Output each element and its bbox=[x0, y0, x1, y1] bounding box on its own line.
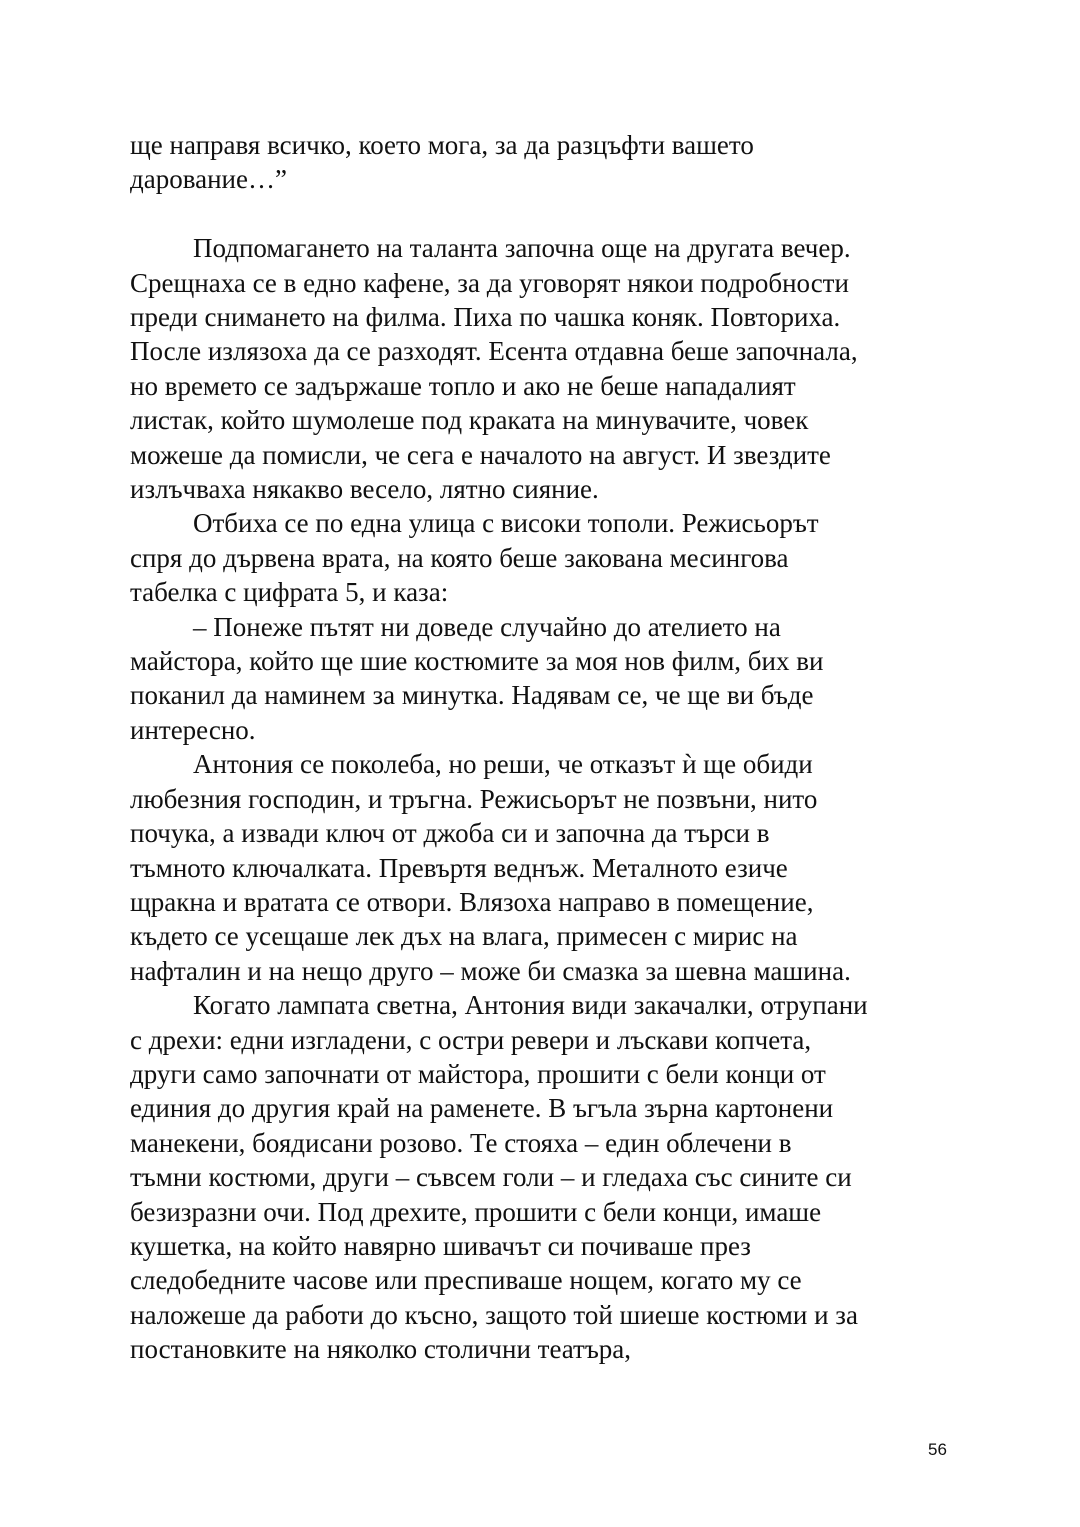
text-line: но времето се задържаше топло и ако не беше нападалият bbox=[130, 370, 796, 401]
text-line: други само започнати от майстора, прошити с бели конци от bbox=[130, 1058, 826, 1089]
paragraph-start: Отбиха се по една улица с високи тополи. Режисьорът bbox=[193, 508, 819, 539]
text-line: поканил да наминем за минутка. Надявам се, че ще ви бъде bbox=[130, 680, 814, 711]
text-line: тъмни костюми, други – съвсем голи – и гледаха със сините си bbox=[130, 1162, 852, 1193]
paragraph-start: – Понеже пътят ни доведе случайно до ателието на bbox=[193, 611, 781, 642]
text-line: нафталин и на нещо друго – може би смазка за шевна машина. bbox=[130, 955, 851, 986]
text-line: табелка с цифрата 5, и каза: bbox=[130, 577, 449, 608]
text-line: тъмното ключалката. Превъртя веднъж. Металното езиче bbox=[130, 852, 788, 883]
body-text bbox=[130, 128, 960, 1367]
paragraph-start: Когато лампата светна, Антония види закачалки, отрупани bbox=[193, 990, 868, 1021]
text-line: Срещнаха се в едно кафене, за да уговорят някои подробности bbox=[130, 267, 849, 298]
text-line: наложеше да работи до късно, защото той шиеше костюми и за bbox=[130, 1299, 858, 1330]
text-line: постановките на няколко столични театъра, bbox=[130, 1334, 632, 1365]
blank-line bbox=[130, 197, 960, 231]
text-line: преди снимането на филма. Пиха по чашка коняк. Повториха. bbox=[130, 302, 841, 333]
paragraph-start: Антония се поколеба, но реши, че отказът ѝ ще обиди bbox=[193, 749, 813, 780]
text-line: После излязоха да се разходят. Есента отдавна беше започнала, bbox=[130, 336, 858, 367]
text-line: щракна и вратата се отвори. Влязоха направо в помещение, bbox=[130, 886, 814, 917]
paragraph-start: Подпомагането на таланта започна още на другата вечер. bbox=[193, 233, 851, 264]
text-line: излъчваха някакво весело, лятно сияние. bbox=[130, 474, 599, 505]
text-line: с дрехи: едни изгладени, с остри ревери и лъскави копчета, bbox=[130, 1024, 812, 1055]
text-line: майстора, който ще шие костюмите за моя нов филм, бих ви bbox=[130, 646, 824, 677]
text-line: манекени, боядисани розово. Те стояха – един облечени в bbox=[130, 1127, 792, 1158]
text-line: където се усещаше лек дъх на влага, примесен с мирис на bbox=[130, 921, 798, 952]
text-line: безизразни очи. Под дрехите, прошити с бели конци, имаше bbox=[130, 1196, 822, 1227]
text-line: ще направя всичко, което мога, за да разцъфти вашето bbox=[130, 130, 754, 160]
text-line: почука, а извади ключ от джоба си и започна да търси в bbox=[130, 818, 770, 849]
text-line: можеше да помисли, че сега е началото на август. И звездите bbox=[130, 439, 831, 470]
text-line: дарование…” bbox=[130, 164, 287, 195]
text-line: листак, който шумолеше под краката на минувачите, човек bbox=[130, 405, 809, 436]
text-line: следобедните часове или преспиваше нощем, когато му се bbox=[130, 1265, 802, 1296]
text-line: единия до другия край на раменете. В ъгъла зърна картонени bbox=[130, 1093, 834, 1124]
text-line: любезния господин, и тръгна. Режисьорът не позвъни, нито bbox=[130, 783, 818, 814]
page-number: 56 bbox=[928, 1440, 947, 1459]
text-line: спря до дървена врата, на която беше закована месингова bbox=[130, 542, 789, 573]
text-line: интересно. bbox=[130, 714, 256, 745]
text-line: кушетка, на който навярно шивачът си почиваше през bbox=[130, 1230, 751, 1261]
